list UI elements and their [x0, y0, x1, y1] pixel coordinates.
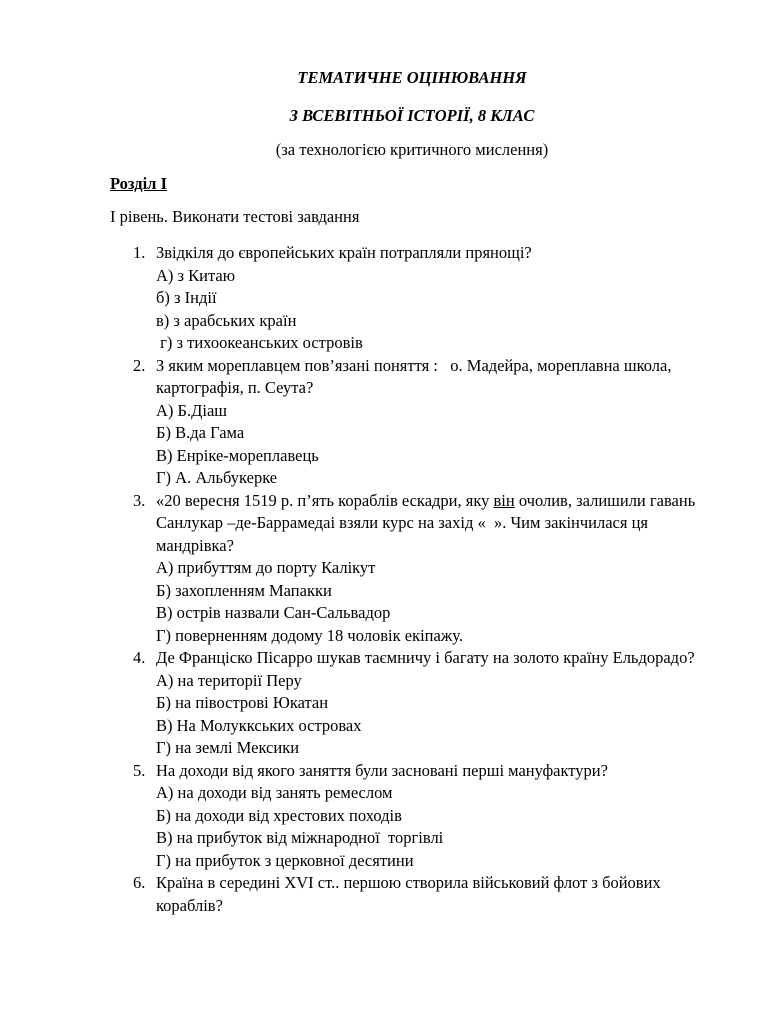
page-subtitle-method: (за технологією критичного мислення) — [275, 140, 549, 159]
answer-option: В) на прибуток від міжнародної торгівлі — [156, 828, 444, 847]
answer-option: А) прибуттям до порту Калікут — [156, 558, 376, 577]
question-list — [110, 242, 720, 917]
question-number: 3. — [133, 490, 146, 510]
question-text-underlined: він — [493, 490, 515, 510]
question-number: 5. — [133, 760, 146, 780]
answer-option: А) з Китаю — [156, 265, 236, 285]
answer-option: А) Б.Діаш — [156, 400, 228, 420]
answer-option: А) на доходи від занять ремеслом — [156, 783, 393, 802]
section-heading: Розділ І — [110, 174, 167, 193]
answer-option: Г) на прибуток з церковної десятини — [156, 850, 414, 870]
answer-option: Б) на доходи від хрестових походів — [156, 805, 402, 825]
question-text: На доходи від якого заняття були засновані перші мануфактури? — [156, 760, 608, 780]
question-number: 1. — [133, 243, 146, 262]
question-text: Де Франціско Пісарро шукав таємничу і багату на золото країну Ельдорадо? — [156, 648, 695, 667]
question-number: 6. — [133, 873, 146, 892]
question-number: 4. — [133, 648, 146, 667]
answer-option: б) з Індії — [156, 288, 217, 307]
answer-option: Б) В.да Гама — [156, 423, 245, 442]
question-text-part: очолив, залишили гавань Санлукар –де-Баррамедаі взяли курс на захід « ». Чим закінчилася ця мандрівка? — [156, 490, 700, 555]
question-text-part: «20 вересня 1519 р. п’ять кораблів ескадри, яку — [156, 490, 494, 510]
page-title: ТЕМАТИЧНЕ ОЦІНЮВАННЯ — [297, 68, 527, 87]
answer-option: В) Енріке-мореплавець — [156, 445, 319, 465]
answer-option: Г) на землі Мексики — [156, 738, 300, 757]
question-number: 2. — [133, 355, 146, 375]
question-item — [110, 355, 720, 490]
answer-option: Г) поверненням додому 18 чоловік екіпажу. — [156, 625, 463, 645]
question-text — [156, 490, 720, 558]
level-instruction: І рівень. Виконати тестові завдання — [110, 207, 360, 226]
answer-option: в) з арабських країн — [156, 310, 297, 330]
answer-option: В) На Молуккських островах — [156, 715, 362, 735]
page-subtitle-subject: З ВСЕВІТНЬОЇ ІСТОРІЇ, 8 КЛАС — [289, 106, 535, 125]
answer-option: Б) захопленням Мапакки — [156, 580, 332, 600]
question-text: З яким мореплавцем пов’язані поняття : о. Мадейра, мореплавна школа, картографія, п. Сеута? — [156, 355, 676, 397]
answer-option: А) на території Перу — [156, 670, 302, 690]
question-item — [110, 242, 720, 355]
question-item — [110, 760, 720, 873]
question-text: Звідкіля до європейських країн потрапляли прянощі? — [156, 243, 532, 262]
answer-option: В) острів назвали Сан-Сальвадор — [156, 603, 391, 622]
question-item — [110, 647, 720, 760]
answer-option: Г) А. Альбукерке — [156, 468, 278, 487]
answer-option: Б) на півострові Юкатан — [156, 693, 329, 712]
question-item — [110, 872, 720, 917]
question-item — [110, 490, 720, 648]
answer-option: г) з тихоокеанських островів — [156, 333, 363, 352]
question-text: Країна в середині XVI ст.. першою створила військовий флот з бойових кораблів? — [156, 873, 661, 915]
